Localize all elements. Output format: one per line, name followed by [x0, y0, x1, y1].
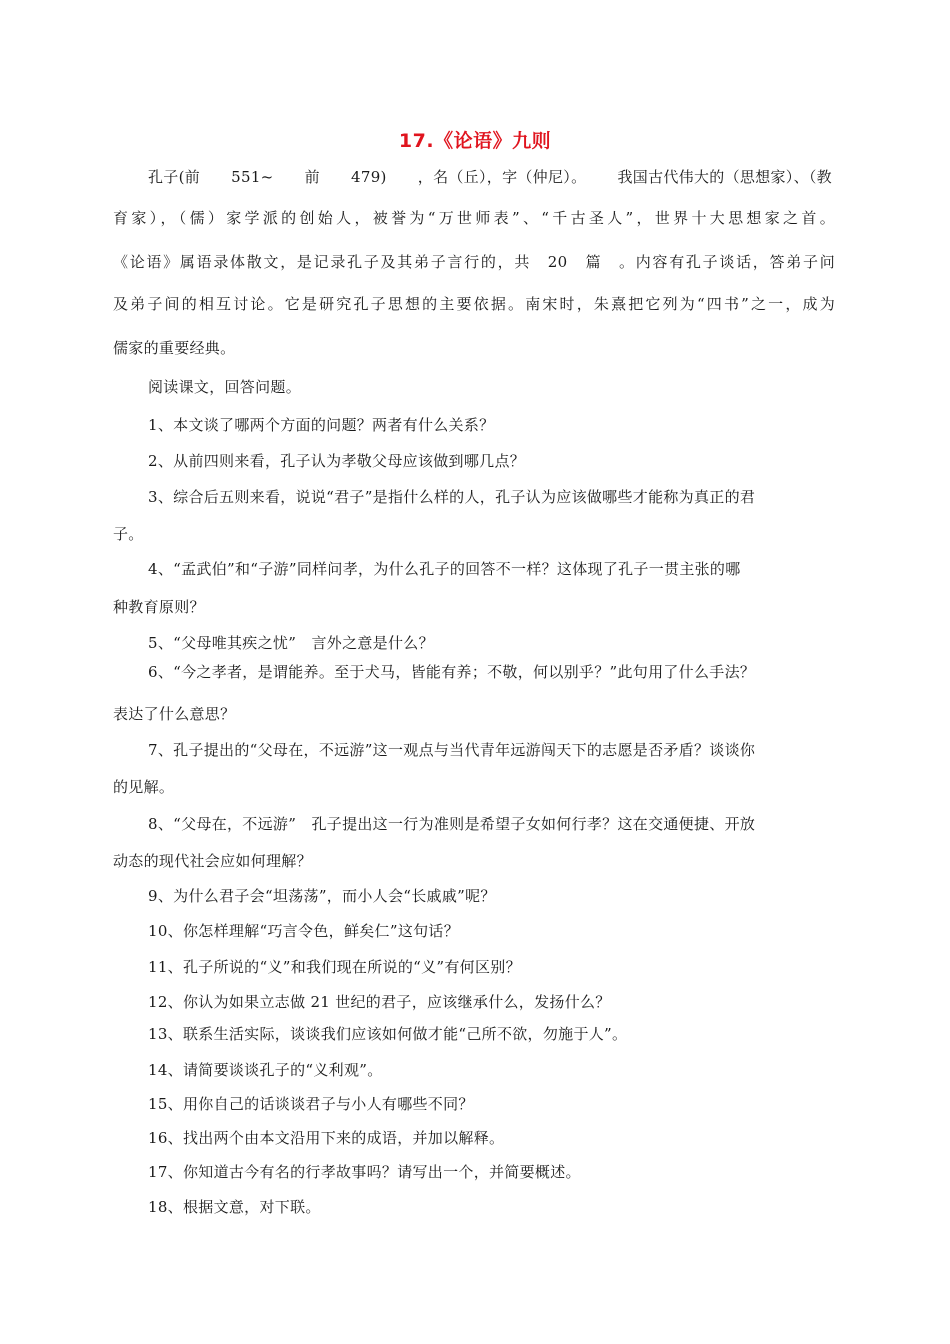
intro-text: ，名（丘），字（仲尼）。 [417, 168, 587, 186]
intro-line-1 [148, 167, 832, 187]
question-14: 14、请简要谈谈孔子的“义利观”。 [148, 1061, 383, 1079]
question-2: 2、从前四则来看，孔子认为孝敬父母应该做到哪几点？ [148, 452, 526, 470]
question-17: 17、你知道古今有名的行孝故事吗？请写出一个，并简要概述。 [148, 1163, 581, 1181]
question-9: 9、为什么君子会“坦荡荡”，而小人会“长戚戚”呢？ [148, 887, 496, 905]
question-11: 11、孔子所说的“义”和我们现在所说的“义”有何区别？ [148, 958, 521, 976]
question-6-cont: 表达了什么意思？ [113, 705, 236, 723]
intro-text: 479) [351, 168, 387, 186]
question-7: 7、孔子提出的“父母在，不远游”这一观点与当代青年远游闯天下的志愿是否矛盾？谈谈你 [148, 741, 756, 759]
intro-line-4: 及弟子间的相互讨论。它是研究孔子思想的主要依据。南宋时，朱熹把它列为“四书”之一，成为 [113, 295, 835, 313]
question-8-cont: 动态的现代社会应如何理解？ [113, 852, 312, 870]
intro-text: 551~ [231, 168, 274, 186]
intro-text: 孔子(前 [148, 168, 201, 186]
question-3: 3、综合后五则来看，说说“君子”是指什么样的人，孔子认为应该做哪些才能称为真正的君 [148, 488, 756, 506]
intro-line-3: 《论语》属语录体散文，是记录孔子及其弟子言行的，共 20 篇 。内容有孔子谈话，答弟子问 [113, 253, 835, 271]
intro-text: 前 [304, 168, 320, 186]
question-8: 8、“父母在，不远游” 孔子提出这一行为准则是希望子女如何行孝？这在交通便捷、开放 [148, 815, 756, 833]
intro-text: 我国古代伟大的（思想家）、（教 [617, 168, 832, 186]
question-7-cont: 的见解。 [113, 778, 175, 796]
question-15: 15、用你自己的话谈谈君子与小人有哪些不同？ [148, 1095, 474, 1113]
question-6: 6、“今之孝者，是谓能养。至于犬马，皆能有养；不敬，何以别乎？”此句用了什么手法？ [148, 663, 756, 681]
intro-line-5: 儒家的重要经典。 [113, 339, 236, 357]
question-18: 18、根据文意，对下联。 [148, 1198, 321, 1216]
page-title: 17.《论语》九则 [398, 130, 552, 152]
question-10: 10、你怎样理解“巧言令色，鲜矣仁”这句话？ [148, 922, 460, 940]
question-12: 12、你认为如果立志做 21 世纪的君子，应该继承什么，发扬什么？ [148, 993, 611, 1011]
question-4-cont: 种教育原则？ [113, 598, 205, 616]
question-1: 1、本文谈了哪两个方面的问题？两者有什么关系？ [148, 416, 495, 434]
instruction: 阅读课文，回答问题。 [148, 378, 302, 396]
question-5: 5、“父母唯其疾之忧” 言外之意是什么？ [148, 634, 434, 652]
intro-line-2: 育家），（儒）家学派的创始人，被誉为“万世师表”、“千古圣人”，世界十大思想家之首。 [113, 209, 835, 227]
question-3-cont: 子。 [113, 525, 144, 543]
question-13: 13、联系生活实际，谈谈我们应该如何做才能“己所不欲，勿施于人”。 [148, 1025, 628, 1043]
question-4: 4、“孟武伯”和“子游”同样问孝，为什么孔子的回答不一样？这体现了孔子一贯主张的哪 [148, 560, 741, 578]
question-16: 16、找出两个由本文沿用下来的成语，并加以解释。 [148, 1129, 505, 1147]
